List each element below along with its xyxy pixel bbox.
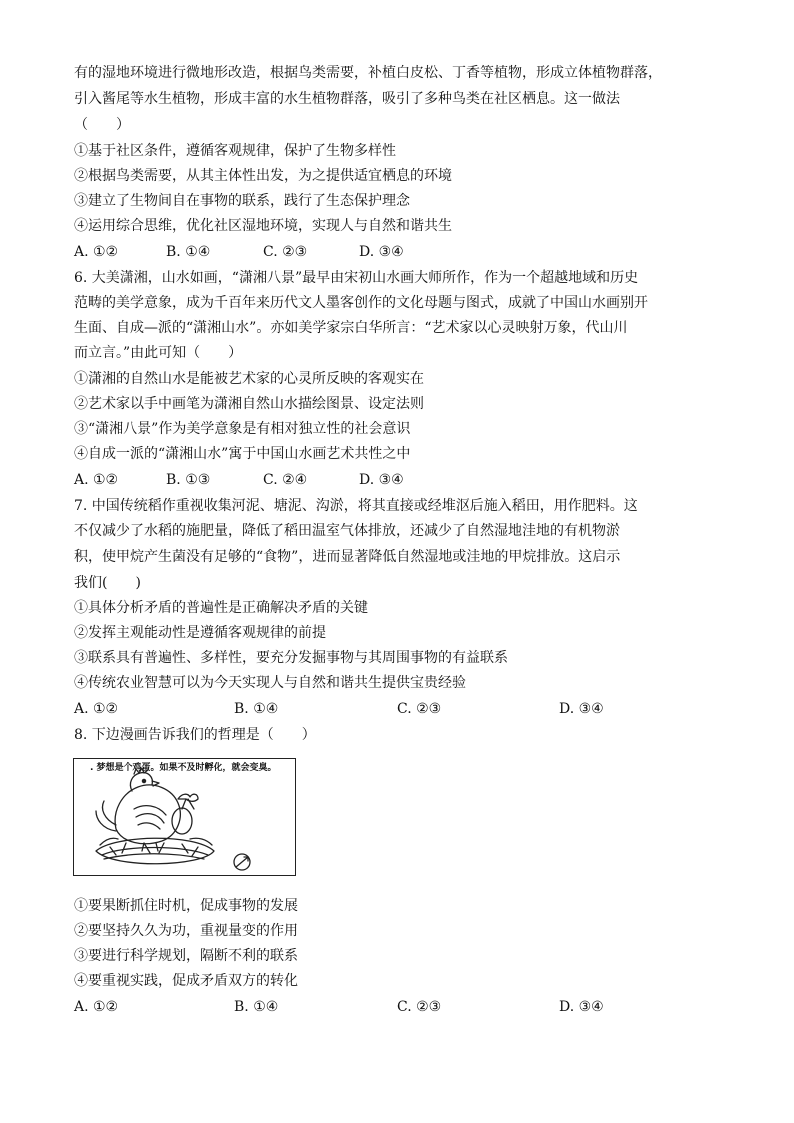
q7-stem-line: 7. 中国传统稻作重视收集河泥、塘泥、沟淤，将其直接或经堆沤后施入稻田，用作肥料。这 — [74, 498, 638, 514]
q6-option-a[interactable]: A. ①② — [74, 472, 119, 488]
q8-statement-1: ①要果断抓住时机，促成事物的发展 — [74, 898, 298, 914]
q5-stem-line: 有的湿地环境进行微地形改造，根据鸟类需要，补植白皮松、丁香等植物，形成立体植物群落， — [74, 65, 662, 81]
q5-statement-4: ④运用综合思维，优化社区湿地环境，实现人与自然和谐共生 — [74, 218, 452, 234]
q5-option-d[interactable]: D. ③④ — [359, 244, 404, 260]
q6-stem-line: 6. 大美潇湘，山水如画，“潇湘八景”最早由宋初山水画大师所作，作为一个超越地域和历史 — [74, 270, 639, 286]
q5-answer-blank: （ ） — [74, 117, 130, 133]
q5-statement-2: ②根据鸟类需要，从其主体性出发，为之提供适宜栖息的环境 — [74, 168, 452, 184]
q8-option-c[interactable]: C. ②③ — [397, 999, 442, 1015]
q7-option-b[interactable]: B. ①④ — [234, 701, 279, 717]
q7-option-a[interactable]: A. ①② — [74, 701, 119, 717]
q7-stem-line: 积，使甲烷产生菌没有足够的“食物”，进而显著降低自然湿地或洼地的甲烷排放。这启示 — [74, 549, 621, 565]
q6-option-b[interactable]: B. ①③ — [166, 472, 211, 488]
q6-option-d[interactable]: D. ③④ — [359, 472, 404, 488]
q6-statement-2: ②艺术家以手中画笔为潇湘自然山水描绘图景、设定法则 — [74, 396, 424, 412]
q8-statement-3: ③要进行科学规划，隔断不利的联系 — [74, 948, 298, 964]
q5-options — [74, 243, 714, 261]
q5-option-a[interactable]: A. ①② — [74, 244, 119, 260]
q7-statement-4: ④传统农业智慧可以为今天实现人与自然和谐共生提供宝贵经验 — [74, 675, 466, 691]
q7-statement-2: ②发挥主观能动性是遵循客观规律的前提 — [74, 625, 326, 641]
q8-option-b[interactable]: B. ①④ — [234, 999, 279, 1015]
q7-statement-1: ①具体分析矛盾的普遍性是正确解决矛盾的关键 — [74, 600, 368, 616]
q6-stem-line: 而立言。”由此可知（ ） — [74, 345, 243, 361]
q5-statement-1: ①基于社区条件，遵循客观规律，保护了生物多样性 — [74, 143, 396, 159]
q7-option-d[interactable]: D. ③④ — [559, 701, 604, 717]
q6-options — [74, 471, 714, 489]
q6-stem-line: 范畴的美学意象，成为千百年来历代文人墨客创作的文化母题与图式，成就了中国山水画别开 — [74, 295, 648, 311]
q8-options — [74, 998, 714, 1016]
q6-option-c[interactable]: C. ②④ — [263, 472, 308, 488]
q7-stem-line: 我们( ) — [74, 575, 141, 591]
cartoon-caption: . 梦想是个鸡蛋。如果不及时孵化，就会变臭。 — [90, 763, 277, 773]
q6-statement-4: ④自成一派的“潇湘山水”寓于中国山水画艺术共性之中 — [74, 446, 411, 462]
q5-statement-3: ③建立了生物间自在事物的联系，践行了生态保护理念 — [74, 193, 410, 209]
hen-on-nest-drawing — [74, 759, 297, 877]
q8-statement-4: ④要重视实践，促成矛盾双方的转化 — [74, 973, 298, 989]
cartoon-hen-egg — [73, 758, 296, 876]
q5-option-c[interactable]: C. ②③ — [263, 244, 308, 260]
q6-statement-3: ③“潇湘八景”作为美学意象是有相对独立性的社会意识 — [74, 421, 411, 437]
q5-option-b[interactable]: B. ①④ — [166, 244, 211, 260]
q8-option-d[interactable]: D. ③④ — [559, 999, 604, 1015]
q8-stem: 8. 下边漫画告诉我们的哲理是（ ） — [74, 727, 316, 743]
q7-options — [74, 700, 714, 718]
q7-statement-3: ③联系具有普遍性、多样性，要充分发掘事物与其周围事物的有益联系 — [74, 650, 508, 666]
q5-stem-line: 引入酱尾等水生植物，形成丰富的水生植物群落，吸引了多种鸟类在社区栖息。这一做法 — [74, 91, 620, 107]
q6-statement-1: ①潇湘的自然山水是能被艺术家的心灵所反映的客观实在 — [74, 371, 424, 387]
q8-statement-2: ②要坚持久久为功，重视量变的作用 — [74, 923, 298, 939]
q7-option-c[interactable]: C. ②③ — [397, 701, 442, 717]
q6-stem-line: 生面、自成—派的“潇湘山水”。亦如美学家宗白华所言：“艺术家以心灵映射万象，代山川 — [74, 320, 628, 336]
q7-stem-line: 不仅减少了水稻的施肥量，降低了稻田温室气体排放，还减少了自然湿地洼地的有机物淤 — [74, 523, 620, 539]
q8-option-a[interactable]: A. ①② — [74, 999, 119, 1015]
